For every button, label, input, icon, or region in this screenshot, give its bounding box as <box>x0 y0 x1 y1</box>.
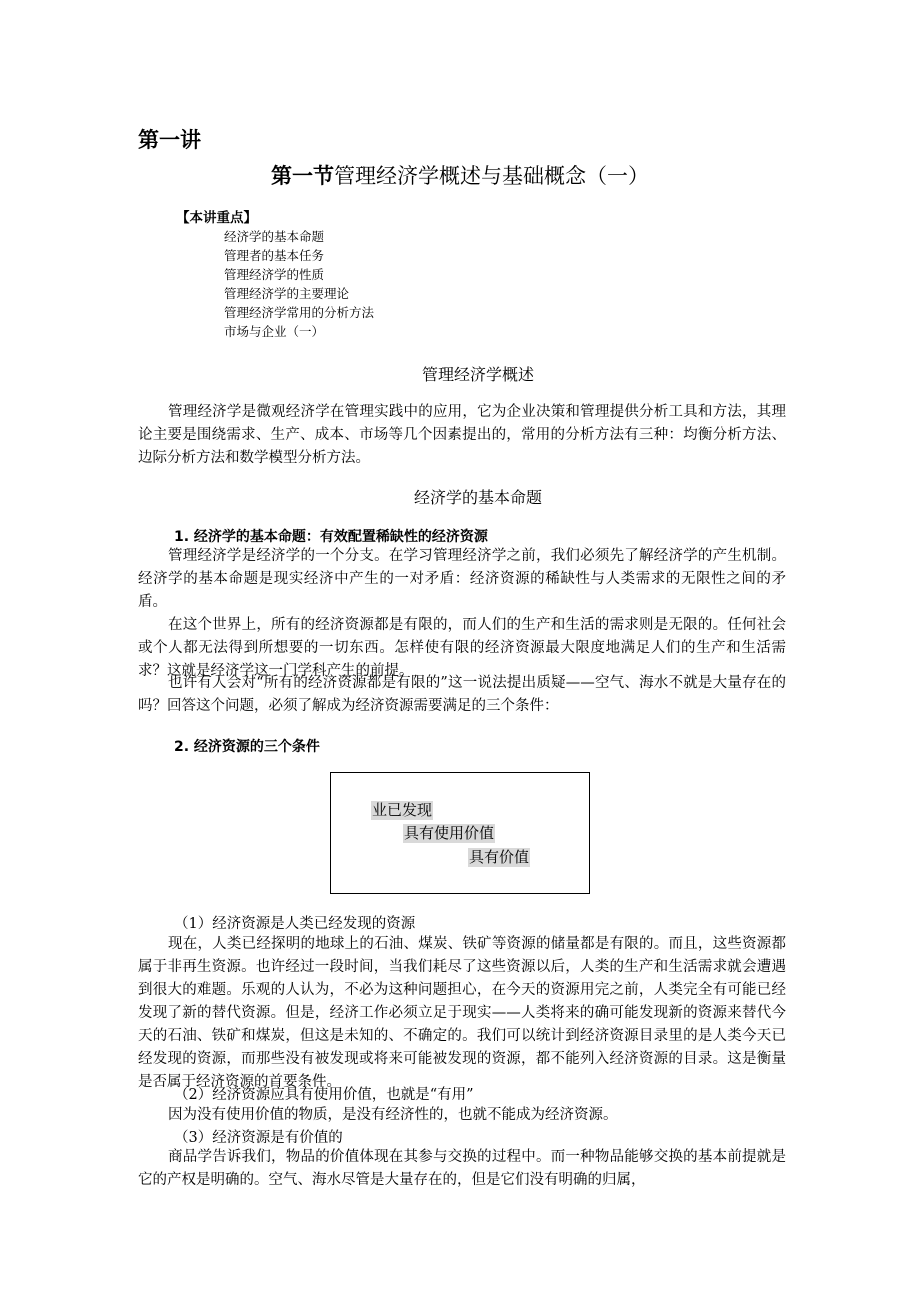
paragraph: 现在，人类已经探明的地球上的石油、煤炭、铁矿等资源的储量都是有限的。而且，这些资源都属于非再生资源。也许经过一段时间，当我们耗尽了这些资源以后，人类的生产和生活需求就会遭遇到很大的难题。乐观的人认为，不必为这种问题担心，在今天的资源用完之前，人类完全有可能已经发现了新的替代资源。但是，经济工作必须立足于现实——人类将来的确可能发现新的资源来替代今天的石油、铁矿和煤炭，但这是未知的、不确定的。我们可以统计到经济资源目录里的是人类今天已经发现的资源，而那些没有被发现或将来可能被发现的资源，都不能列入经济资源的目录。这是衡量是否属于经济资源的首要条件。 <box>138 936 786 1090</box>
key-point-item: 经济学的基本命题 <box>224 229 325 244</box>
section-title-number: 第一节 <box>271 163 334 188</box>
section-title-text: 管理经济学概述与基础概念（一） <box>334 164 649 188</box>
conditions-diagram <box>330 772 590 894</box>
condition-label-discovered: 业已发现 <box>372 801 433 819</box>
subsection-heading-2: 2. 经济资源的三个条件 <box>174 739 320 755</box>
paragraph: 也许有人会对“所有的经济资源都是有限的”这一说法提出质疑——空气、海水不就是大量存在的吗？回答这个问题，必须了解成为经济资源需要满足的三个条件： <box>138 675 786 714</box>
paragraph: 商品学告诉我们，物品的价值体现在其参与交换的过程中。而一种物品能够交换的基本前提就是它的产权是明确的。空气、海水尽管是大量存在的，但是它们没有明确的归属， <box>138 1149 786 1188</box>
overview-paragraph: 管理经济学是微观经济学在管理实践中的应用，它为企业决策和管理提供分析工具和方法，其理论主要是围绕需求、生产、成本、市场等几个因素提出的，常用的分析方法有三种：均衡分析方法、边际分析方法和数学模型分析方法。 <box>138 404 786 466</box>
section-heading-basic-proposition: 经济学的基本命题 <box>413 488 542 507</box>
key-point-item: 市场与企业（一） <box>224 324 325 339</box>
key-points-label: 【本讲重点】 <box>176 210 257 226</box>
condition-label-value: 具有价值 <box>469 848 530 866</box>
paragraph: 管理经济学是经济学的一个分支。在学习管理经济学之前，我们必须先了解经济学的产生机制。经济学的基本命题是现实经济中产生的一对矛盾：经济资源的稀缺性与人类需求的无限性之间的矛盾。 <box>138 548 786 610</box>
paragraph: 因为没有使用价值的物质，是没有经济性的，也就不能成为经济资源。 <box>168 1107 618 1123</box>
condition-3-heading: （3）经济资源是有价值的 <box>174 1130 343 1146</box>
lecture-title: 第一讲 <box>138 127 201 152</box>
key-point-item: 管理经济学常用的分析方法 <box>224 305 375 320</box>
section-heading-overview: 管理经济学概述 <box>421 365 534 384</box>
subsection-heading-1: 1. 经济学的基本命题：有效配置稀缺性的经济资源 <box>174 529 488 545</box>
condition-label-use-value: 具有使用价值 <box>404 824 495 842</box>
condition-2-heading: （2）经济资源应具有使用价值，也就是“有用” <box>174 1087 474 1103</box>
section-title <box>0 160 920 190</box>
paragraph: 在这个世界上，所有的经济资源都是有限的，而人们的生产和生活的需求则是无限的。任何社会或个人都无法得到所想要的一切东西。怎样使有限的经济资源最大限度地满足人们的生产和生活需求？这就是经济学这一门学科产生的前提。 <box>138 617 786 679</box>
key-point-item: 管理者的基本任务 <box>224 248 325 263</box>
condition-1-heading: （1）经济资源是人类已经发现的资源 <box>174 916 416 932</box>
key-point-item: 管理经济学的性质 <box>224 267 325 282</box>
key-point-item: 管理经济学的主要理论 <box>224 286 350 301</box>
